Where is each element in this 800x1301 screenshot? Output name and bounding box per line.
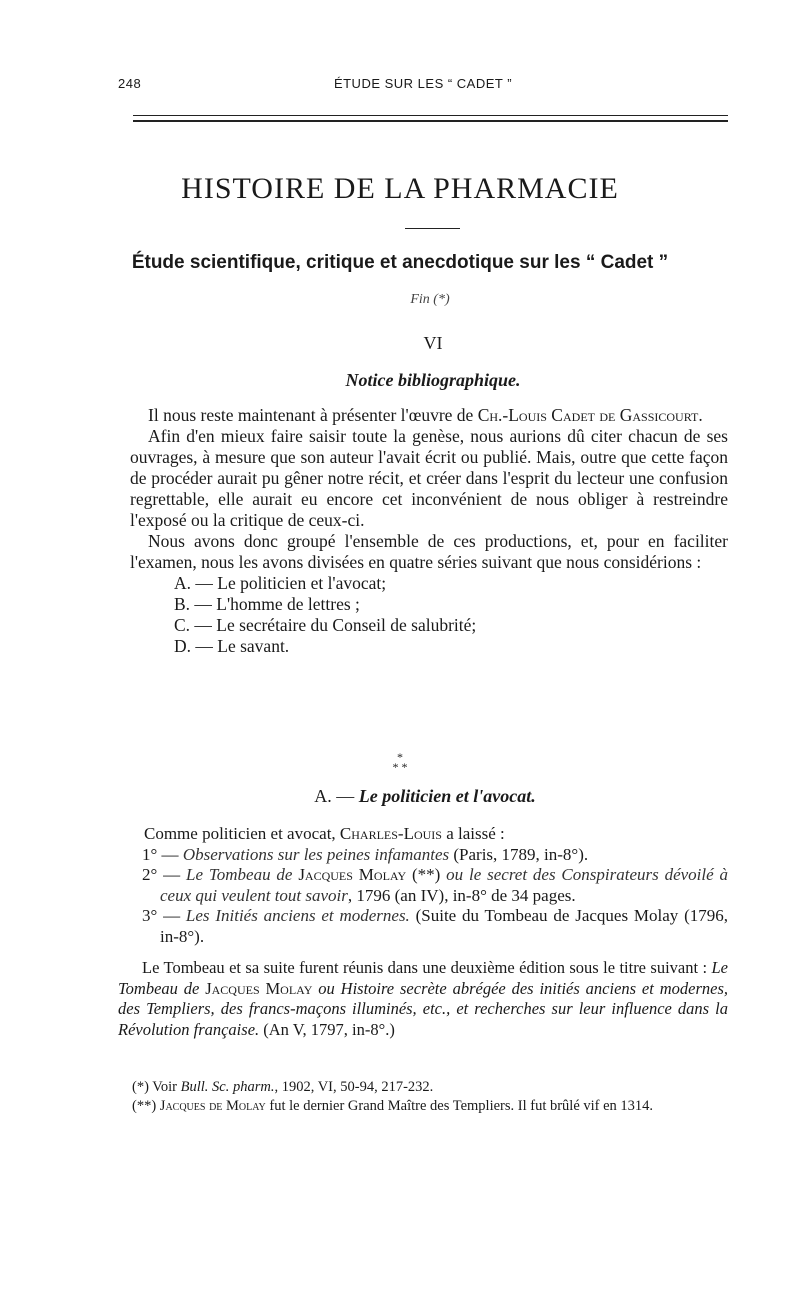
work-2-name: Jacques Molay bbox=[298, 865, 407, 884]
footnote-2-mark: (**) bbox=[132, 1098, 160, 1114]
footnote-1-title: Bull. Sc. pharm. bbox=[180, 1079, 275, 1095]
fin-marker: Fin (*) bbox=[410, 292, 450, 307]
tombeau-text bbox=[118, 958, 728, 1040]
work-3-rest: (Suite du Tombeau de Jacques Molay (1796, in-8°). bbox=[160, 906, 728, 946]
subsection-title: Le politicien et l'avocat. bbox=[358, 786, 536, 806]
work-1-title: Observations sur les peines infamantes bbox=[182, 844, 450, 864]
footnote-2 bbox=[118, 1097, 728, 1116]
work-2-rest: , 1796 (an IV), in-8° de 34 pages. bbox=[347, 885, 576, 905]
asterism-bottom: * * bbox=[392, 760, 408, 774]
tombeau-d: (An V, 1797, in-8°.) bbox=[259, 1019, 395, 1039]
footnote-1-b: , 1902, VI, 50-94, 217-232. bbox=[274, 1079, 434, 1095]
section-number: VI bbox=[423, 333, 443, 353]
works-intro-b: a laissé : bbox=[441, 824, 505, 843]
work-1-rest: (Paris, 1789, in-8°). bbox=[449, 844, 589, 864]
work-2-num: 2° — bbox=[142, 865, 186, 884]
subtitle-wrap bbox=[0, 252, 800, 274]
work-2-title-b: ou le secret des Conspirateurs dévoilé à ceux qui veulent tout savoir bbox=[160, 865, 729, 905]
running-head bbox=[118, 76, 728, 96]
running-title: ÉTUDE SUR LES “ CADET ” bbox=[333, 76, 513, 91]
p1-text-b: . bbox=[698, 405, 703, 425]
footnote-2-text: fut le dernier Grand Maître des Templiers. Il fut brûlé vif en 1314. bbox=[265, 1098, 654, 1114]
footnote-2-name: Jacques de Molay bbox=[159, 1098, 266, 1114]
section-heading: Notice bibliographique. bbox=[345, 370, 521, 390]
works-list bbox=[118, 824, 728, 947]
p1-text-a: Il nous reste maintenant à présenter l'œuvre de bbox=[148, 405, 478, 425]
subsection-letter: A. — bbox=[314, 786, 359, 806]
header-rule-thin bbox=[133, 115, 728, 116]
footnotes bbox=[118, 1078, 728, 1116]
work-1-num: 1° — bbox=[142, 844, 183, 864]
author-name: Ch.-Louis Cadet de Gassicourt bbox=[477, 405, 699, 425]
footnote-1-mark: (*) bbox=[132, 1079, 153, 1095]
asterism-top: * bbox=[397, 750, 403, 764]
main-title: HISTOIRE DE LA PHARMACIE bbox=[181, 172, 619, 205]
work-3-num: 3° — bbox=[142, 906, 186, 925]
works-author-name: Charles-Louis bbox=[339, 824, 442, 843]
series-item-b: B. — L'homme de lettres ; bbox=[174, 594, 360, 614]
footnote-1-a: Voir bbox=[152, 1079, 181, 1095]
subtitle: Étude scientifique, critique et anecdotique sur les “ Cadet ” bbox=[131, 252, 669, 273]
intro-paragraph-3: Nous avons donc groupé l'ensemble de ces productions, et, pour en faciliter l'examen, nous les avons divisées en quatre séries suivant que nous considérions : bbox=[130, 531, 728, 572]
intro-body bbox=[130, 405, 728, 657]
tombeau-paragraph bbox=[118, 958, 728, 1040]
subsection-heading bbox=[0, 786, 800, 807]
title-rule bbox=[405, 228, 460, 229]
work-3-title: Les Initiés anciens et modernes. bbox=[185, 906, 410, 925]
series-item-c: C. — Le secrétaire du Conseil de salubrité; bbox=[174, 615, 477, 635]
series-item-a: A. — Le politicien et l'avocat; bbox=[174, 573, 387, 593]
work-2-title-a: Le Tombeau de bbox=[186, 865, 299, 884]
header-rule-thick bbox=[133, 120, 728, 122]
tombeau-b: Le Tombeau de bbox=[118, 958, 728, 998]
works-intro-a: Comme politicien et avocat, bbox=[144, 824, 340, 843]
page-number: 248 bbox=[118, 76, 142, 91]
intro-paragraph-1 bbox=[130, 405, 728, 426]
asterism-separator bbox=[0, 752, 800, 772]
work-item-2 bbox=[136, 865, 728, 906]
works-intro bbox=[118, 824, 728, 845]
tombeau-name: Jacques Molay bbox=[205, 978, 313, 998]
work-item-3 bbox=[136, 906, 728, 947]
footnote-1 bbox=[118, 1078, 728, 1097]
series-item-d: D. — Le savant. bbox=[174, 636, 290, 656]
work-item-1 bbox=[136, 845, 728, 866]
intro-paragraph-2: Afin d'en mieux faire saisir toute la genèse, nous aurions dû citer chacun de ses ouvrages, à mesure que son auteur l'avait écrit ou publié. Mais, outre que cette façon de procéder aurait pu gêner notre récit, et créer dans l'esprit du lecteur une confusion regrettable, elle aurait eu encore cet inconvénient de nous obliger à restreindre l'exposé ou la critique de ceux-ci. bbox=[130, 426, 728, 530]
tombeau-c: ou Histoire secrète abrégée des initiés anciens et modernes, des Templiers, des francs-maçons illuminés, etc., et recherches sur leur influence dans la Révolution française. bbox=[118, 978, 728, 1039]
tombeau-a: Le Tombeau et sa suite furent réunis dans une deuxième édition sous le titre suivant : bbox=[142, 958, 712, 977]
work-2-note: (**) bbox=[406, 865, 447, 884]
